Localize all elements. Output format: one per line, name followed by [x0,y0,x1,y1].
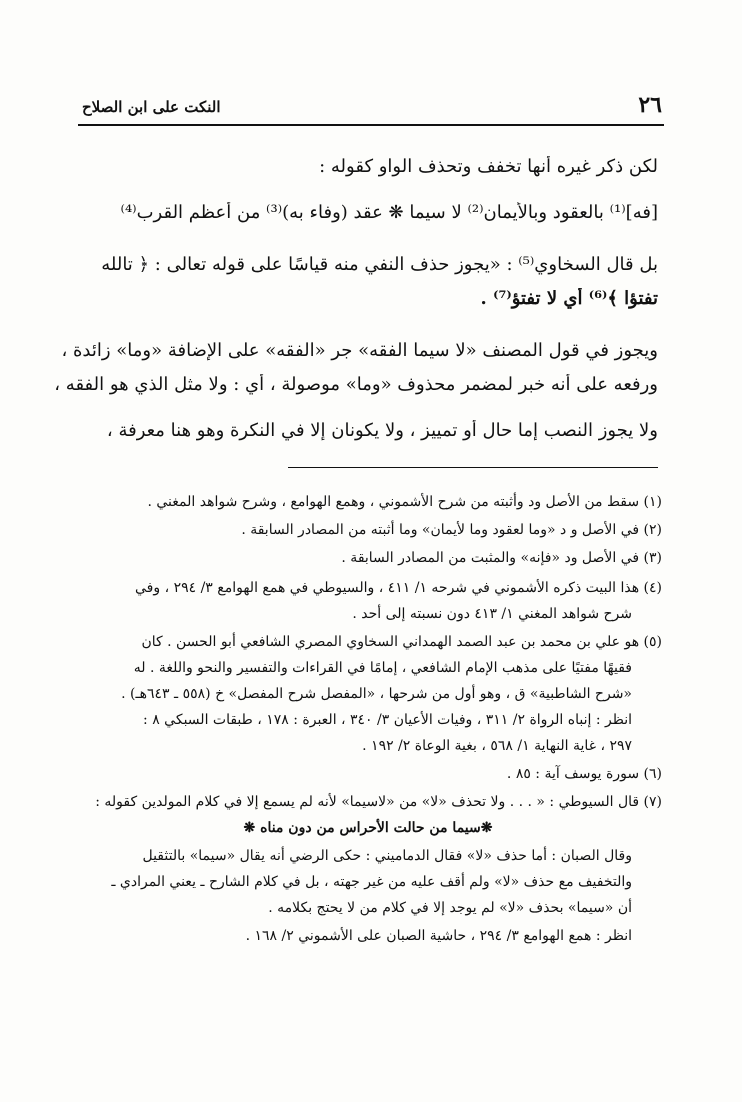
page-header [78,86,664,126]
footnote-2: (٢) في الأصل و د «وما لعقود وما لأيمان» وما أثبته من المصادر السابقة . [241,522,662,538]
footnote-7-verse: ❋سيما من حالت الأحراس من دون مناه ❋ [243,820,493,836]
body-line: بل قال السخاوي⁽⁵⁾ : «يجوز حذف النفي منه قياسًا على قوله تعالى : ﴿ تالله [101,254,658,275]
quran-quote: تفتؤا ﴾⁽⁶⁾ أي لا تفتؤ⁽⁷⁾ . [480,288,658,309]
footnote-1: (١) سقط من الأصل ود وأثبته من شرح الأشموني ، وهمع الهوامع ، وشرح شواهد المغني . [147,494,662,510]
running-title: النكت على ابن الصلاح [82,98,221,116]
body-line: ولا يجوز النصب إما حال أو تمييز ، ولا يكونان إلا في النكرة وهو هنا معرفة ، [106,420,658,441]
footnote-7-cont: أن «سيما» بحذف «لا» لم يوجد إلا في كلام من لا يحتج بكلامه . [268,900,632,916]
footnote-4-cont: شرح شواهد المغني ١/ ٤١٣ دون نسبته إلى أحد . [352,606,632,622]
footnote-7-cont: والتخفيف مع حذف «لا» ولم أقف عليه من غير جهته ، بل في كلام الشارح ـ يعني المرادي ـ [111,874,632,890]
footnote-5: (٥) هو علي بن محمد بن عبد الصمد الهمداني السخاوي المصري الشافعي أبو الحسن . كان [141,634,662,650]
footnote-5-cont: «شرح الشاطبية» ق ، وهو أول من شرحها ، «المفصل شرح المفصل» خ (٥٥٨ ـ ٦٤٣هـ) . [121,686,632,702]
footnote-6: (٦) سورة يوسف آية : ٨٥ . [506,766,662,782]
body-line: ويجوز في قول المصنف «لا سيما الفقه» جر «الفقه» على الإضافة «وما» زائدة ، [61,340,658,361]
footnote-3: (٣) في الأصل ود «فإنه» والمثبت من المصادر السابقة . [341,550,662,566]
footnote-5-cont: فقيهًا مفتيًا على مذهب الإمام الشافعي ، إمامًا في القراءات والتفسير والنحو واللغة . له [133,660,632,676]
footnote-5-refs-cont: ٢٩٧ ، غاية النهاية ١/ ٥٦٨ ، بغية الوعاة ٢/ ١٩٢ . [362,738,632,754]
footnote-5-refs: انظر : إنباه الرواة ٢/ ٣١١ ، وفيات الأعيان ٣/ ٣٤٠ ، العبرة : ١٧٨ ، طبقات السبكي ٨ : [143,712,632,728]
page-number: ٢٦ [638,92,662,118]
footnote-4: (٤) هذا البيت ذكره الأشموني في شرحه ١/ ٤١١ ، والسيوطي في همع الهوامع ٣/ ٢٩٤ ، وفي [135,580,662,596]
poetry-verse: [فه]⁽¹⁾ بالعقود وبالأيمان⁽²⁾ لا سيما ❋ عقد (وفاء به)⁽³⁾ من أعظم القرب⁽⁴⁾ [120,202,658,223]
body-line: لكن ذكر غيره أنها تخفف وتحذف الواو كقوله : [319,156,658,177]
body-line: ورفعه على أنه خبر لمضمر محذوف «وما» موصولة ، أي : ولا مثل الذي هو الفقه ، [54,374,658,395]
footnote-7-refs: انظر : همع الهوامع ٣/ ٢٩٤ ، حاشية الصبان على الأشموني ٢/ ١٦٨ . [245,928,632,944]
footnote-separator [288,467,658,468]
footnote-7-cont: وقال الصبان : أما حذف «لا» فقال الدماميني : حكى الرضي أنه يقال «سيما» بالتثقيل [142,848,632,864]
footnote-7: (٧) قال السيوطي : « . . . ولا تحذف «لا» من «لاسيما» لأنه لم يسمع إلا في كلام المولدين كقوله : [95,794,662,810]
